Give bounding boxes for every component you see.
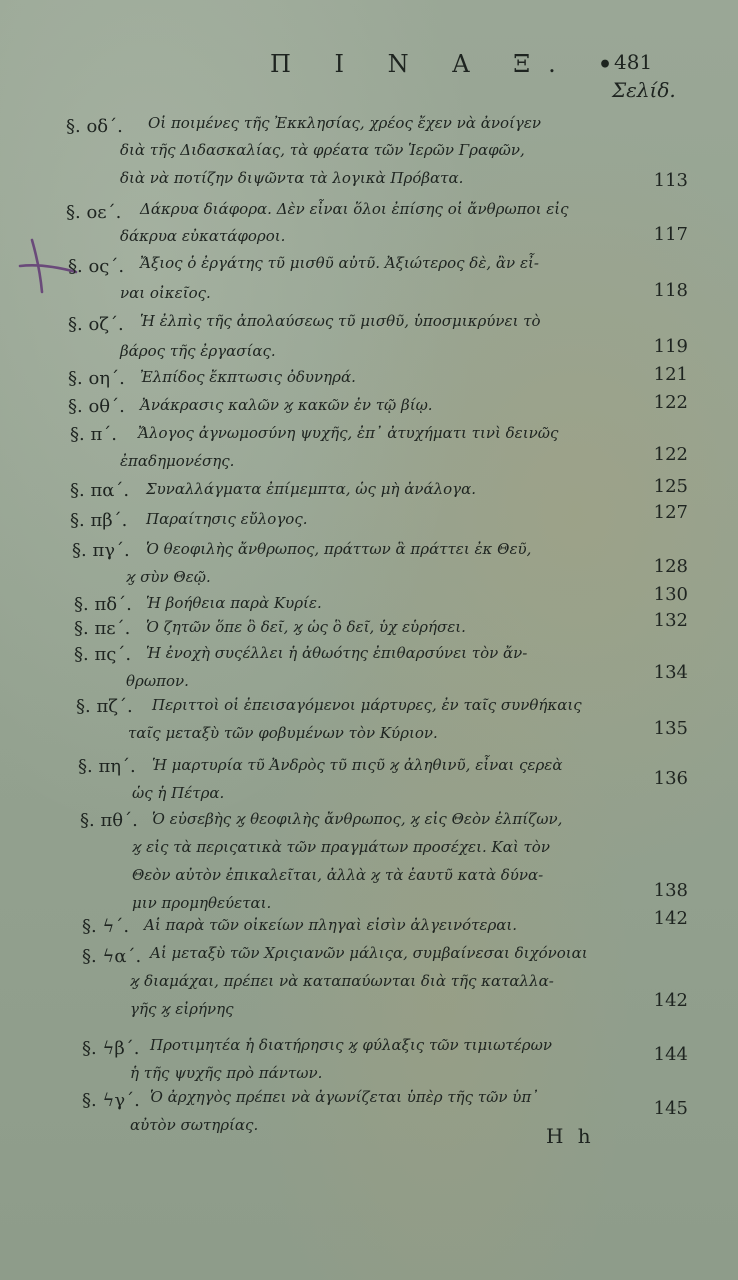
entry-text-line: ὡς ἡ Πέτρα. <box>132 784 225 802</box>
section-number: §. πε΄. <box>74 618 131 639</box>
entry-text-line: ἡ τῆς ψυχῆς πρὸ πάντων. <box>130 1064 323 1082</box>
section-number: §. ϟβ΄. <box>82 1038 140 1059</box>
entry-text-line: Ἡ ἐνοχὴ συςέλλει ἡ ἀθωότης ἐπιθαρσύνει τὸν ἄν- <box>146 644 528 662</box>
entry-page: 113 <box>653 170 688 191</box>
section-number: §. οδ΄. <box>66 116 123 137</box>
entry-page: 135 <box>653 718 688 739</box>
entry-page: 138 <box>653 880 688 901</box>
entry-page: 128 <box>653 556 688 577</box>
section-number: §. πβ΄. <box>70 510 128 531</box>
section-number: §. οε΄. <box>66 202 122 223</box>
entry-text-line: Ἡ ἐλπὶς τῆς ἀπολαύσεως τῦ μισθῦ, ὑποσμικρύνει τὸ <box>140 312 541 330</box>
section-number: §. πθ΄. <box>80 810 138 831</box>
section-number: §. πς΄. <box>74 644 132 665</box>
entry-text-line: μιν προμηθεύεται. <box>132 894 272 912</box>
column-label: Σελίδ. <box>612 78 676 102</box>
entry-text-line: ϗ διαμάχαι, πρέπει νὰ καταπαύωνται διὰ τῆς καταλλα- <box>130 972 554 990</box>
entry-page: 132 <box>653 610 688 631</box>
entry-text-line: Περιττοὶ οἱ ἐπεισαγόμενοι μάρτυρες, ἐν ταῖς συνθήκαις <box>152 696 582 714</box>
entry-text-line: ϗ εἰς τὰ περιςατικὰ τῶν πραγμάτων προσέχει. Καὶ τὸν <box>132 838 550 856</box>
entry-page: 118 <box>653 280 688 301</box>
entry-text-line: Συναλλάγματα ἐπίμεμπτα, ὡς μὴ ἀνάλογα. <box>146 480 476 498</box>
entry-text-line: Ἀνάκρασις καλῶν ϗ κακῶν ἐν τῷ βίῳ. <box>140 396 433 414</box>
section-number: §. πδ΄. <box>74 594 132 615</box>
page-number: 481 <box>614 50 653 74</box>
entry-page: 119 <box>653 336 688 357</box>
entry-page: 121 <box>653 364 688 385</box>
entry-text-line: ἐπαδημονέσης. <box>120 452 235 470</box>
entry-text-line: Παραίτησις εὔλογος. <box>146 510 308 528</box>
section-number: §. ϟγ΄. <box>82 1090 140 1111</box>
entry-page: 122 <box>653 444 688 465</box>
section-number: §. ϟα΄. <box>82 946 142 967</box>
section-number: §. πγ΄. <box>72 540 130 561</box>
entry-text-line: διὰ νὰ ποτίζην διψῶντα τὰ λογικὰ Πρόβατα. <box>120 169 464 187</box>
entry-text-line: Δάκρυα διάφορα. Δὲν εἶναι ὅλοι ἐπίσης οἱ ἄνθρωποι εἰς <box>140 200 569 218</box>
section-number: §. πη΄. <box>78 756 136 777</box>
page-title: Π Ι Ν Α Ξ. <box>270 50 574 78</box>
section-number: §. οη΄. <box>68 368 125 389</box>
entry-page: 145 <box>653 1098 688 1119</box>
section-number: §. ος΄. <box>68 256 125 277</box>
entry-text-line: βάρος τῆς ἐργασίας. <box>120 342 276 360</box>
section-number: §. ϟ΄. <box>82 916 130 937</box>
entry-text-line: Θεὸν αὐτὸν ἐπικαλεῖται, ἀλλὰ ϗ τὰ ἑαυτῦ κατὰ δύνα- <box>132 866 544 884</box>
entry-text-line: θρωπον. <box>126 672 189 690</box>
signature-mark: H h <box>546 1124 595 1148</box>
section-number: §. πζ΄. <box>76 696 133 717</box>
entry-text-line: γῆς ϗ εἰρήνης <box>130 1000 234 1018</box>
entry-page: 117 <box>653 224 688 245</box>
entry-page: 142 <box>653 990 688 1011</box>
entry-page: 130 <box>653 584 688 605</box>
entry-text-line: αὐτὸν σωτηρίας. <box>130 1116 259 1134</box>
section-number: §. οζ΄. <box>68 314 124 335</box>
entry-text-line: Ἐλπίδος ἔκπτωσις ὀδυνηρά. <box>140 368 356 386</box>
entry-text-line: Ὁ θεοφιλὴς ἄνθρωπος, πράττων ἃ πράττει ἐκ Θεῦ, <box>146 540 532 558</box>
header-dot: • <box>598 52 613 78</box>
entry-text-line: διὰ τῆς Διδασκαλίας, τὰ φρέατα τῶν Ἱερῶν Γραφῶν, <box>120 141 525 159</box>
entry-page: 125 <box>653 476 688 497</box>
entry-text-line: Ἄξιος ὁ ἐργάτης τῦ μισθῦ αὐτῦ. Ἀξιώτερος δὲ, ἂν εἶ- <box>140 254 539 272</box>
entry-page: 122 <box>653 392 688 413</box>
section-number: §. οθ΄. <box>68 396 125 417</box>
entry-text-line: ναι οἰκεῖος. <box>120 284 211 302</box>
entry-text-line: δάκρυα εὐκατάφοροι. <box>120 227 286 245</box>
entry-text-line: Ἡ μαρτυρία τῦ Ἀνδρὸς τῦ πιςῦ ϗ ἀληθινῦ, εἶναι ςερεὰ <box>152 756 563 774</box>
entry-text-line: ϗ σὺν Θεῷ. <box>126 568 211 586</box>
entry-text-line: Ἄλογος ἀγνωμοσύνη ψυχῆς, ἐπ᾽ ἀτυχήματι τινὶ δεινῶς <box>138 424 559 442</box>
entry-text-line: Ὁ εὐσεβὴς ϗ θεοφιλὴς ἄνθρωπος, ϗ εἰς Θεὸν ἐλπίζων, <box>152 810 563 828</box>
entry-text-line: ταῖς μεταξὺ τῶν φοβυμένων τὸν Κύριον. <box>128 724 438 742</box>
entry-page: 134 <box>653 662 688 683</box>
section-number: §. π΄. <box>70 424 117 445</box>
entry-text-line: Ὁ ζητῶν ὅπε ὃ δεῖ, ϗ ὡς ὃ δεῖ, ὑχ εὑρήσει. <box>146 618 466 636</box>
entry-text-line: Αἱ παρὰ τῶν οἰκείων πληγαὶ εἰσὶν ἀλγεινότεραι. <box>144 916 518 934</box>
entry-page: 142 <box>653 908 688 929</box>
section-number: §. πα΄. <box>70 480 130 501</box>
entry-text-line: Ὁ ἀρχηγὸς πρέπει νὰ ἀγωνίζεται ὑπὲρ τῆς τῶν ὑπ᾽ <box>150 1088 539 1106</box>
entry-page: 136 <box>653 768 688 789</box>
entry-text-line: Προτιμητέα ἡ διατήρησις ϗ φύλαξις τῶν τιμιωτέρων <box>150 1036 552 1054</box>
entry-text-line: Αἱ μεταξὺ τῶν Χριςιανῶν μάλιςα, συμβαίνεσαι διχόνοιαι <box>150 944 588 962</box>
entry-page: 144 <box>653 1044 688 1065</box>
entry-text-line: Ἡ βοήθεια παρὰ Κυρίε. <box>146 594 322 612</box>
entry-text-line: Οἱ ποιμένες τῆς Ἐκκλησίας, χρέος ἔχεν νὰ ἀνοίγεν <box>148 114 541 132</box>
entry-page: 127 <box>653 502 688 523</box>
